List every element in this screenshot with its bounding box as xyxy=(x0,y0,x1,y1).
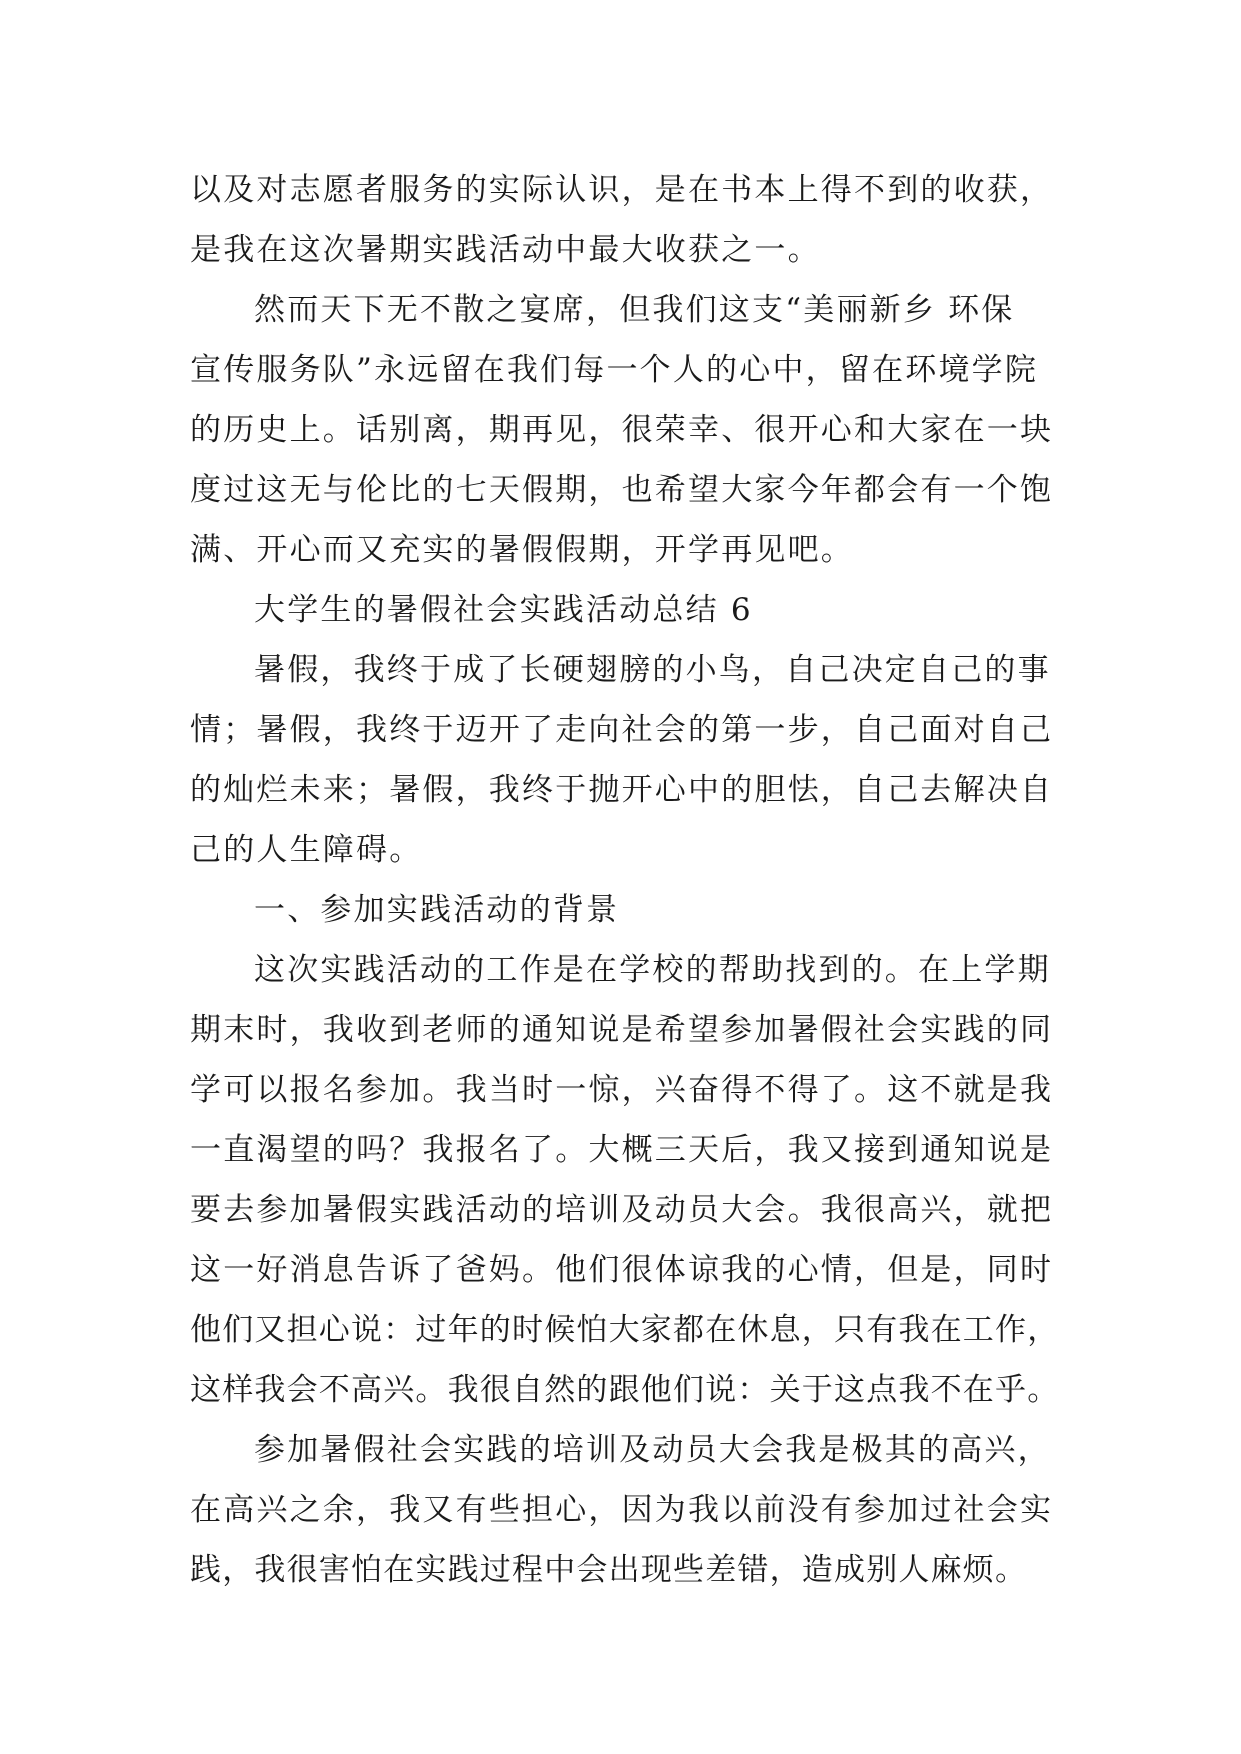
text-line: 他们又担心说：过年的时候怕大家都在休息，只有我在工作， xyxy=(190,1312,1060,1348)
text-line: 在高兴之余，我又有些担心，因为我以前没有参加过社会实 xyxy=(190,1492,1054,1528)
text-line: 宣传服务队”永远留在我们每一个人的心中，留在环境学院 xyxy=(190,352,1039,388)
text-line: 期末时，我收到老师的通知说是希望参加暑假社会实践的同 xyxy=(190,1012,1054,1048)
text-line: 情；暑假，我终于迈开了走向社会的第一步，自己面对自己 xyxy=(190,712,1054,748)
text-line: 的历史上。话别离，期再见，很荣幸、很开心和大家在一块 xyxy=(190,412,1054,448)
section-heading: 大学生的暑假社会实践活动总结 6 xyxy=(254,592,753,628)
text-line: 己的人生障碍。 xyxy=(190,832,423,868)
text-line: 一直渴望的吗？我报名了。大概三天后，我又接到通知说是 xyxy=(190,1132,1054,1168)
paragraph-start-line: 参加暑假社会实践的培训及动员大会我是极其的高兴， xyxy=(254,1432,1051,1468)
text-line: 的灿烂未来；暑假，我终于抛开心中的胆怯，自己去解决自 xyxy=(190,772,1054,808)
paragraph-start-line: 这次实践活动的工作是在学校的帮助找到的。在上学期 xyxy=(254,952,1051,988)
text-line: 是我在这次暑期实践活动中最大收获之一。 xyxy=(190,232,821,268)
document-body xyxy=(190,160,1060,1600)
text-line: 满、开心而又充实的暑假假期，开学再见吧。 xyxy=(190,532,854,568)
text-line: 度过这无与伦比的七天假期，也希望大家今年都会有一个饱 xyxy=(190,472,1054,508)
text-line: 以及对志愿者服务的实际认识，是在书本上得不到的收获， xyxy=(190,172,1054,208)
text-line: 学可以报名参加。我当时一惊，兴奋得不得了。这不就是我 xyxy=(190,1072,1054,1108)
subsection-heading: 一、参加实践活动的背景 xyxy=(254,892,620,928)
text-line: 要去参加暑假实践活动的培训及动员大会。我很高兴，就把 xyxy=(190,1192,1054,1228)
text-line: 践，我很害怕在实践过程中会出现些差错，造成别人麻烦。 xyxy=(190,1552,1028,1588)
paragraph-start-line: 然而天下无不散之宴席，但我们这支“美丽新乡 环保 xyxy=(254,292,1015,328)
text-line: 这样我会不高兴。我很自然的跟他们说：关于这点我不在乎。 xyxy=(190,1372,1060,1408)
text-line: 这一好消息告诉了爸妈。他们很体谅我的心情，但是，同时 xyxy=(190,1252,1054,1288)
paragraph-start-line: 暑假，我终于成了长硬翅膀的小鸟，自己决定自己的事 xyxy=(254,652,1051,688)
